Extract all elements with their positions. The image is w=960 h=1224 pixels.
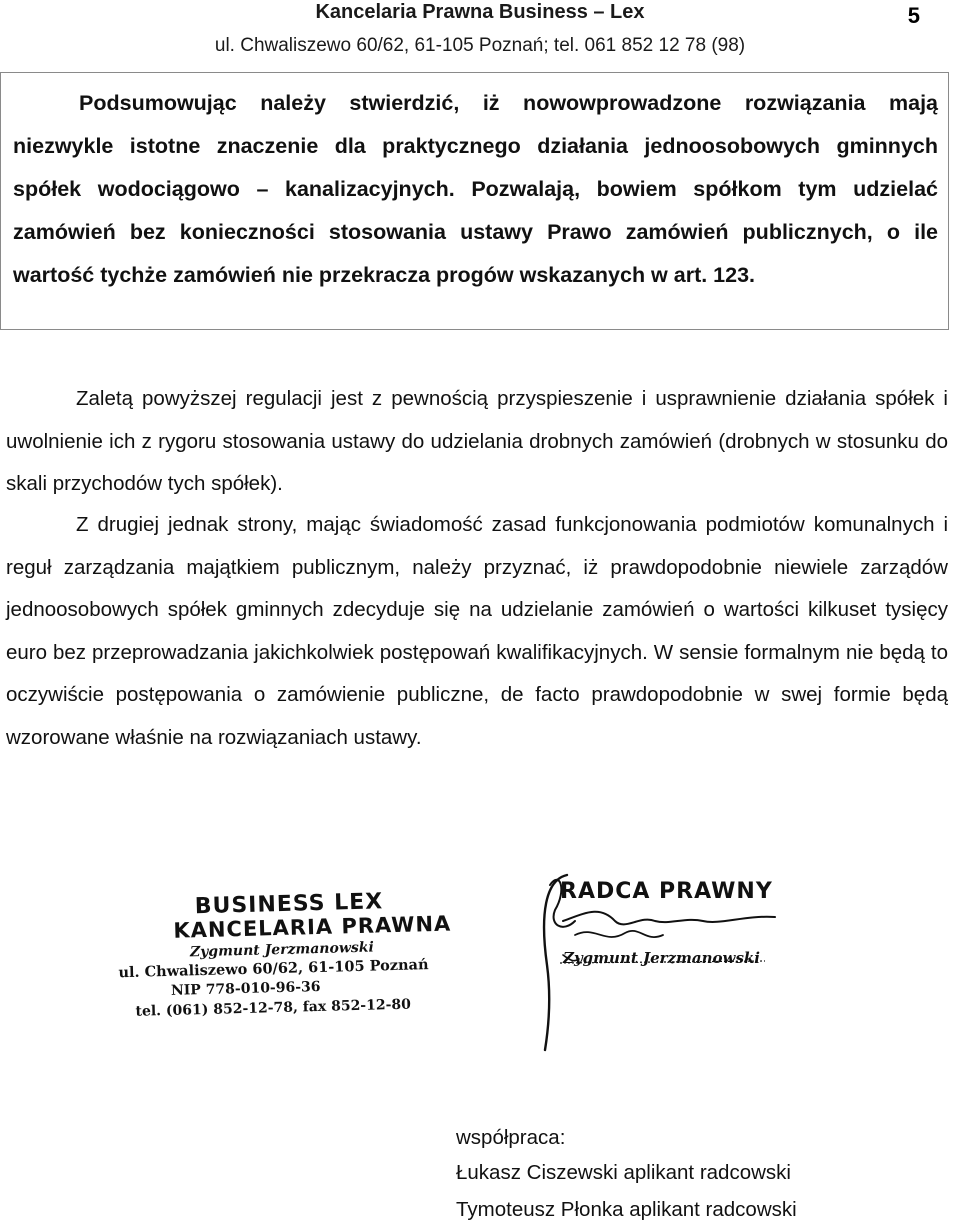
company-stamp <box>108 878 452 1027</box>
body-paragraph-1: Zaletą powyższej regulacji jest z pewnością przyspieszenie i usprawnienie działania spółek i uwolnienie ich z rygoru stosowania ustawy do udzielania drobnych zamówień (drobnych w stosunku do skali przychodów tych spółek). <box>6 387 948 495</box>
stamp-line-brand: BUSINESS LEX <box>194 889 384 920</box>
summary-text: Podsumowując należy stwierdzić, iż nowowprowadzone rozwiązania mają niezwykle istotne znaczenie dla praktycznego działania jednoosobowych gminnych spółek wodociągowo – kanalizacyjnych. Pozwalają, bowiem spółkom tym udzielać zamówień bez konieczności stosowania ustawy Prawo zamówień publicznych, o ile wartość tychże zamówień nie przekracza progów wskazanych w art. 123. <box>13 91 938 287</box>
header-firm-name: Kancelaria Prawna Business – Lex <box>315 1 645 23</box>
cooperation-person-2: Tymoteusz Płonka aplikant radcowski <box>456 1198 797 1221</box>
stamp-line-firm: KANCELARIA PRAWNA <box>173 911 452 943</box>
signature-stamp-name: Zygmunt Jerzmanowski <box>563 949 760 967</box>
stamp-line-name: Zygmunt Jerzmanowski <box>189 939 374 961</box>
summary-box <box>0 72 949 330</box>
header-address: ul. Chwaliszewo 60/62, 61-105 Poznań; tel. 061 852 12 78 (98) <box>214 35 746 56</box>
page-number: 5 <box>907 3 920 28</box>
stamp-line-phone: tel. (061) 852-12-78, fax 852-12-80 <box>135 996 412 1020</box>
signature-stamp-title: RADCA PRAWNY <box>560 879 773 904</box>
body-paragraph-2: Z drugiej jednak strony, mając świadomość zasad funkcjonowania podmiotów komunalnych i reguł zarządzania majątkiem publicznym, należy przyznać, iż prawdopodobnie niewiele zarządów jednoosobowych spółek gminnych zdecyduje się na udzielanie zamówień o wartości kilkuset tysięcy euro bez przeprowadzania jakichkolwiek postępowań kwalifikacyjnych. W sensie formalnym nie będą to oczywiście postępowania o zamówienie publiczne, de facto prawdopodobnie w swej formie będą wzorowane właśnie na rozwiązaniach ustawy. <box>6 513 948 749</box>
stamp-line-address: ul. Chwaliszewo 60/62, 61-105 Poznań <box>118 956 429 982</box>
cooperation-label: współpraca: <box>456 1126 566 1149</box>
cooperation-person-1: Łukasz Ciszewski aplikant radcowski <box>456 1161 791 1184</box>
signature-stamp <box>505 855 805 1055</box>
stamp-line-nip: NIP 778-010-96-36 <box>170 978 321 999</box>
